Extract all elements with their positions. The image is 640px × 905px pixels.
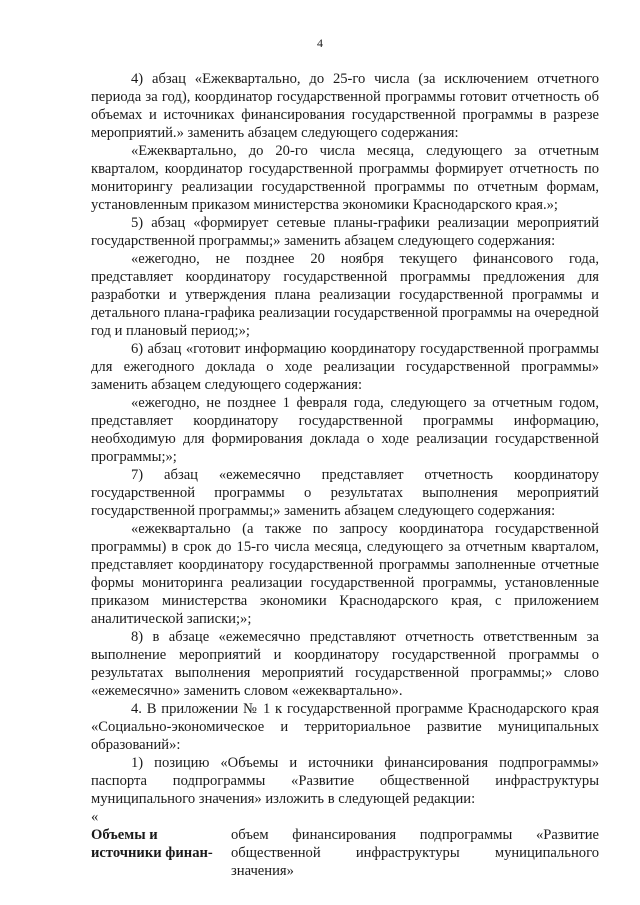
paragraph: 4. В приложении № 1 к государственной программе Краснодарского края «Социально-экономическое и территориальное развитие муниципальных образований»: — [91, 701, 599, 753]
passport-table-row — [91, 826, 599, 880]
paragraph: «ежегодно, не позднее 20 ноября текущего финансового года, представляет координатору государственной программы предложения для разработки и утверждения плана реализации государственной программы и детального плана-графика реализации государственной программы на очередной год и плановый период;»; — [91, 251, 599, 339]
paragraph: «ежегодно, не позднее 1 февраля года, следующего за отчетным годом, представляет координатору государственной программы информацию, необходимую для формирования доклада о ходе реализации государственной программы;»; — [91, 395, 599, 465]
paragraph: «Ежеквартально, до 20-го числа месяца, следующего за отчетным кварталом, координатор государственной программы формирует отчетность по мониторингу реализации государственной программы по отчетным формам, установленным приказом министерства экономики Краснодарского края.»; — [91, 143, 599, 213]
paragraph: 5) абзац «формирует сетевые планы-графики реализации мероприятий государственной программы;» заменить абзацем следующего содержания: — [91, 215, 599, 249]
document-body — [91, 70, 599, 880]
paragraph: 6) абзац «готовит информацию координатору государственной программы для ежегодного доклада о ходе реализации государственной программы» заменить абзацем следующего содержания: — [91, 341, 599, 393]
page-number: 4 — [317, 36, 323, 50]
paragraph: «ежеквартально (а также по запросу координатора государственной программы) в срок до 15-го числа месяца, следующего за отчетным кварталом, представляет координатору государственной программы заполненные отчетные формы мониторинга реализации государственной программы, установленные приказом министерства экономики Краснодарского края, с приложением аналитической записки;»; — [91, 521, 599, 627]
paragraph: 8) в абзаце «ежемесячно представляют отчетность ответственным за выполнение мероприятий и координатору государственной программы о результатах выполнения мероприятий государственной программы;» слово «ежемесячно» заменить словом «ежеквартально». — [91, 629, 599, 699]
paragraph: 4) абзац «Ежеквартально, до 25-го числа (за исключением отчетного периода за год), координатор государственной программы готовит отчетность об объемах и источниках финансирования государственной программы в разрезе мероприятий.» заменить абзацем следующего содержания: — [91, 71, 599, 141]
passport-row-value: объем финансирования подпрограммы «Развитие общественной инфраструктуры муниципального значения» — [231, 827, 599, 879]
opening-quote: « — [91, 809, 99, 825]
paragraph: 1) позицию «Объемы и источники финансирования подпрограммы» паспорта подпрограммы «Развитие общественной инфраструктуры муниципального значения» изложить в следующей редакции: — [91, 755, 599, 807]
passport-row-label: Объемы и источники финан- — [91, 827, 213, 861]
paragraph: 7) абзац «ежемесячно представляет отчетность координатору государственной программы о результатах выполнения мероприятий государственной программы;» заменить абзацем следующего содержания: — [91, 467, 599, 519]
